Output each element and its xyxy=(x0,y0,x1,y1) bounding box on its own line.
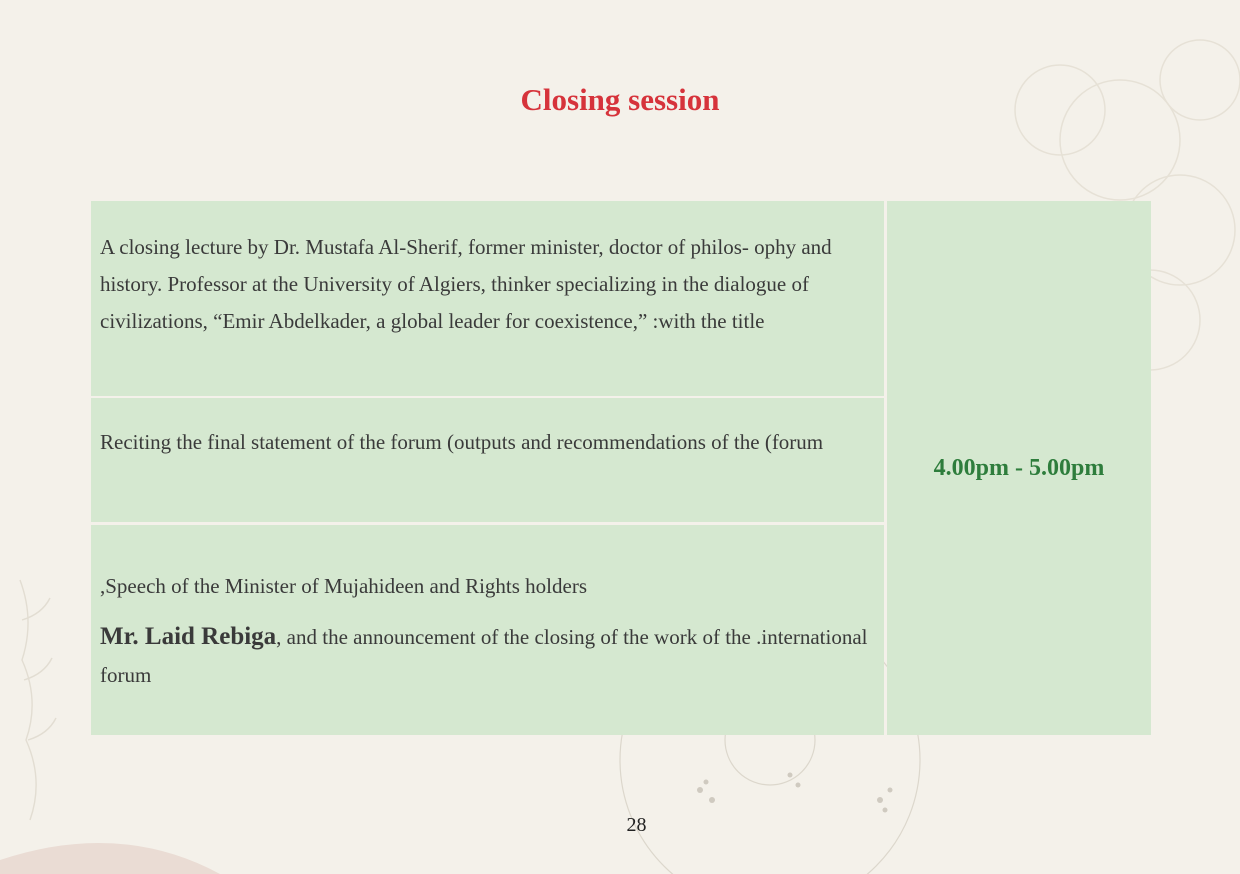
session-item-closing-speech xyxy=(91,525,884,735)
speaker-name: Mr. Laid Rebiga xyxy=(100,623,277,650)
session-item-final-statement xyxy=(91,398,884,522)
session-time-cell xyxy=(887,201,1151,735)
session-time: 4.00pm - 5.00pm xyxy=(933,454,1105,481)
speech-closing-text: , and the announcement of the closing of the work of the .international forum xyxy=(100,625,868,687)
session-items xyxy=(91,201,884,735)
session-item-lecture xyxy=(91,201,884,396)
page-title: Closing session xyxy=(520,82,720,117)
final-statement-text: Reciting the final statement of the forum (outputs and recommendations of the (forum xyxy=(100,430,824,454)
lecture-text: A closing lecture by Dr. Mustafa Al-Sherif, former minister, doctor of philos- ophy and history. Professor at the University of Algiers, thinker specializing in the dialogue of civilizations, “Emir Abdelkader, a global leader for coexistence,” :with the title xyxy=(100,235,832,333)
speech-line: ,Speech of the Minister of Mujahideen and Rights holders xyxy=(100,574,587,598)
speech-detail xyxy=(100,618,874,694)
page-number: 28 xyxy=(626,814,647,836)
